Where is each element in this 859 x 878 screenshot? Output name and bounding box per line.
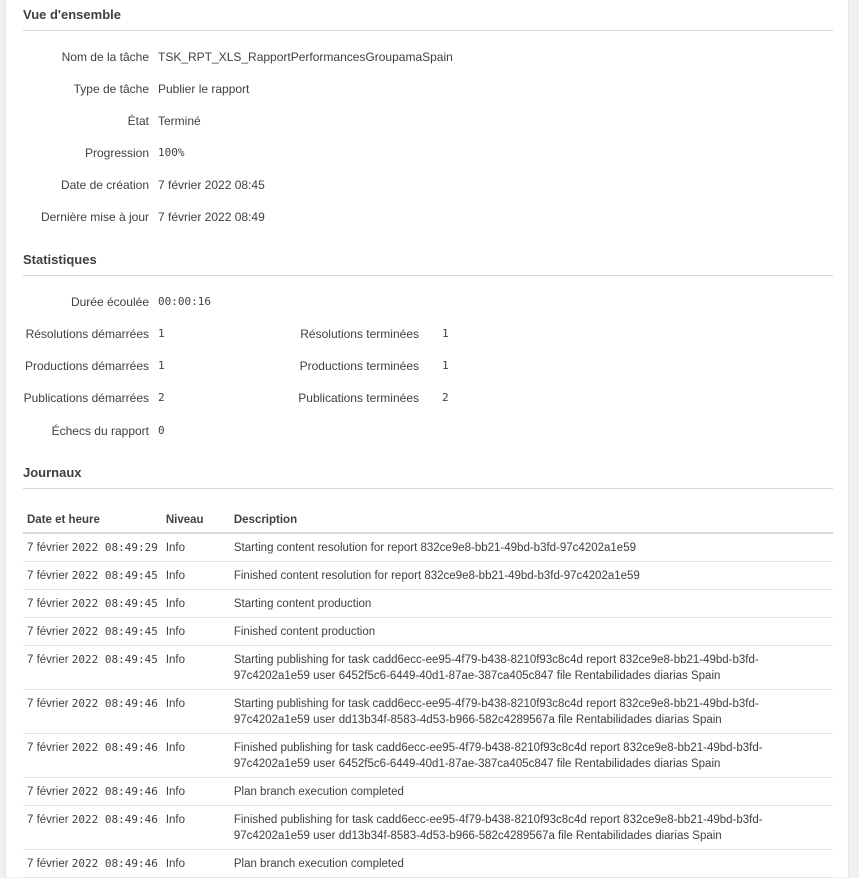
log-description: Plan branch execution completed: [230, 850, 833, 878]
table-row: [23, 533, 833, 562]
stat-value: 1: [442, 359, 449, 372]
logs-header-row: [23, 508, 833, 533]
log-datetime: [23, 618, 162, 646]
log-date: 7 février: [27, 598, 72, 610]
stat-value: 1: [158, 327, 165, 340]
field-value: Terminé: [158, 114, 201, 128]
stat-label: Publications démarrées: [23, 391, 149, 405]
log-date: 7 février: [27, 814, 72, 826]
log-description: Finished publishing for task cadd6ecc-ee95-4f79-b438-8210f93c8c4d report 832ce9e8-bb21-49bd-b3fd-97c4202a1e59 user dd13b34f-8583-4d53-b966-582c4289567a file Rentabilidades diarias Spain: [230, 806, 833, 850]
log-time: 2022 08:49:46: [71, 741, 158, 754]
table-row: [23, 850, 833, 878]
log-datetime: [23, 590, 162, 618]
column-header-description[interactable]: Description: [230, 508, 833, 533]
log-time: 2022 08:49:46: [71, 785, 158, 798]
stat-label: Résolutions démarrées: [25, 327, 149, 341]
column-header-level[interactable]: Niveau: [162, 508, 230, 533]
log-date: 7 février: [27, 786, 72, 798]
table-row: [23, 618, 833, 646]
log-date: 7 février: [27, 626, 72, 638]
stat-value: 2: [442, 391, 449, 404]
table-row: [23, 590, 833, 618]
log-datetime: [23, 562, 162, 590]
field-value: 7 février 2022 08:45: [158, 178, 265, 192]
log-datetime: [23, 778, 162, 806]
column-header-datetime[interactable]: Date et heure: [23, 508, 162, 533]
field-value: Publier le rapport: [158, 82, 250, 96]
statistics-heading: Statistiques: [23, 252, 833, 276]
log-time: 2022 08:49:46: [71, 813, 158, 826]
log-level: Info: [162, 778, 230, 806]
stat-label: Productions terminées: [299, 359, 419, 373]
log-time: 2022 08:49:46: [71, 857, 158, 870]
stat-value: 2: [158, 391, 165, 404]
log-description: Starting content resolution for report 832ce9e8-bb21-49bd-b3fd-97c4202a1e59: [230, 533, 833, 562]
log-datetime: [23, 646, 162, 690]
log-description: Starting publishing for task cadd6ecc-ee95-4f79-b438-8210f93c8c4d report 832ce9e8-bb21-49bd-b3fd-97c4202a1e59 user dd13b34f-8583-4d53-b966-582c4289567a file Rentabilidades diarias Spain: [230, 690, 833, 734]
stat-label: Échecs du rapport: [51, 424, 149, 438]
stat-value: 00:00:16: [158, 295, 211, 308]
log-description: Finished content production: [230, 618, 833, 646]
log-time: 2022 08:49:45: [71, 569, 158, 582]
log-level: Info: [162, 646, 230, 690]
log-date: 7 février: [27, 654, 72, 666]
log-datetime: [23, 690, 162, 734]
table-row: [23, 806, 833, 850]
table-row: [23, 562, 833, 590]
log-level: Info: [162, 590, 230, 618]
log-date: 7 février: [27, 858, 72, 870]
stat-value: 1: [158, 359, 165, 372]
table-row: [23, 734, 833, 778]
log-time: 2022 08:49:45: [71, 597, 158, 610]
stat-label: Productions démarrées: [24, 359, 149, 373]
table-row: [23, 778, 833, 806]
log-level: Info: [162, 533, 230, 562]
table-row: [23, 690, 833, 734]
log-time: 2022 08:49:45: [71, 653, 158, 666]
log-level: Info: [162, 734, 230, 778]
task-details-panel: [5, 0, 849, 877]
field-value: 7 février 2022 08:49: [158, 210, 265, 224]
stat-value: 1: [442, 327, 449, 340]
log-time: 2022 08:49:29: [71, 541, 158, 554]
log-datetime: [23, 533, 162, 562]
log-time: 2022 08:49:46: [71, 697, 158, 710]
stat-value: 0: [158, 424, 165, 437]
log-level: Info: [162, 806, 230, 850]
log-level: Info: [162, 850, 230, 878]
stat-label: Publications terminées: [298, 391, 419, 405]
field-value: TSK_RPT_XLS_RapportPerformancesGroupamaSpain: [158, 50, 453, 64]
log-description: Starting publishing for task cadd6ecc-ee95-4f79-b438-8210f93c8c4d report 832ce9e8-bb21-49bd-b3fd-97c4202a1e59 user 6452f5c6-6449-40d1-87ae-387ca405c847 file Rentabilidades diarias Spain: [230, 646, 833, 690]
field-label: Dernière mise à jour: [40, 210, 149, 224]
log-date: 7 février: [27, 698, 72, 710]
logs-table: [23, 508, 833, 878]
log-date: 7 février: [27, 542, 72, 554]
log-datetime: [23, 806, 162, 850]
log-description: Finished content resolution for report 832ce9e8-bb21-49bd-b3fd-97c4202a1e59: [230, 562, 833, 590]
field-label: Nom de la tâche: [61, 50, 149, 64]
log-level: Info: [162, 618, 230, 646]
logs-heading: Journaux: [23, 465, 833, 489]
log-datetime: [23, 850, 162, 878]
stat-label: Résolutions terminées: [300, 327, 419, 341]
log-description: Starting content production: [230, 590, 833, 618]
table-row: [23, 646, 833, 690]
log-level: Info: [162, 690, 230, 734]
log-date: 7 février: [27, 742, 72, 754]
log-time: 2022 08:49:45: [71, 625, 158, 638]
field-label: État: [127, 114, 149, 128]
log-description: Plan branch execution completed: [230, 778, 833, 806]
field-value: 100%: [158, 146, 185, 159]
log-description: Finished publishing for task cadd6ecc-ee95-4f79-b438-8210f93c8c4d report 832ce9e8-bb21-49bd-b3fd-97c4202a1e59 user 6452f5c6-6449-40d1-87ae-387ca405c847 file Rentabilidades diarias Spain: [230, 734, 833, 778]
log-level: Info: [162, 562, 230, 590]
field-label: Date de création: [60, 178, 149, 192]
field-label: Type de tâche: [73, 82, 149, 96]
overview-heading: Vue d'ensemble: [23, 7, 833, 31]
log-date: 7 février: [27, 570, 72, 582]
field-label: Progression: [84, 146, 149, 160]
log-datetime: [23, 734, 162, 778]
stat-label: Durée écoulée: [70, 295, 149, 309]
